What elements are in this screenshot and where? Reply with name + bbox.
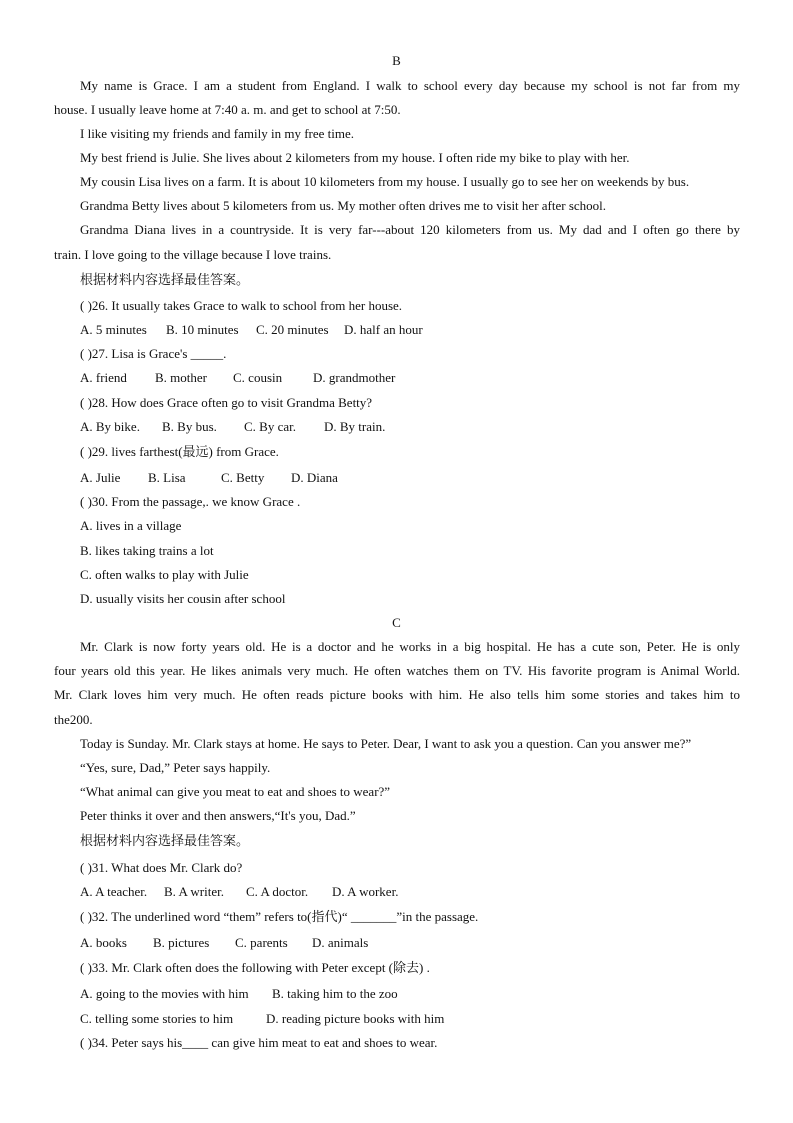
option-28-c[interactable]: C. By car. xyxy=(244,419,296,434)
question-33-stem: ( )33. Mr. Clark often does the following with Peter except (除去) . xyxy=(80,960,430,975)
question-33-options-row1 xyxy=(80,986,398,1002)
question-32-stem: ( )32. The underlined word “them” refers to(指代)“ _______”in the passage. xyxy=(80,909,479,924)
option-32-c[interactable]: C. parents xyxy=(235,935,288,950)
passage-b-p5: Grandma Betty lives about 5 kilometers from us. My mother often drives me to visit her after school. xyxy=(80,198,607,213)
section-heading-c: C xyxy=(392,615,401,630)
question-31-options xyxy=(80,884,398,900)
option-30-a[interactable]: A. lives in a village xyxy=(80,518,182,533)
passage-b-p1-line1: My name is Grace. I am a student from England. I walk to school every day because my school is not far from my xyxy=(80,78,740,93)
question-26-options xyxy=(80,322,423,338)
passage-b-p3: My best friend is Julie. She lives about 2 kilometers from my house. I often ride my bike to play with her. xyxy=(80,150,630,165)
passage-c-p1-line2: four years old this year. He likes animals very much. He often watches them on TV. His favorite program is Animal World. xyxy=(54,663,740,678)
option-30-b[interactable]: B. likes taking trains a lot xyxy=(80,543,214,558)
question-30-stem: ( )30. From the passage,. we know Grace . xyxy=(80,494,301,509)
instruction-b: 根据材料内容选择最佳答案。 xyxy=(80,272,250,287)
option-33-b[interactable]: B. taking him to the zoo xyxy=(272,986,398,1001)
passage-c-p1-line1: Mr. Clark is now forty years old. He is a doctor and he works in a big hospital. He has a cute son, Peter. He is only xyxy=(80,639,740,654)
passage-b-p6-line1: Grandma Diana lives in a countryside. It is very far---about 120 kilometers from us. My dad and I often go there by xyxy=(80,222,740,237)
instruction-c: 根据材料内容选择最佳答案。 xyxy=(80,833,250,848)
option-27-b[interactable]: B. mother xyxy=(155,370,207,385)
option-30-d[interactable]: D. usually visits her cousin after school xyxy=(80,591,286,606)
option-29-d[interactable]: D. Diana xyxy=(291,470,338,485)
option-27-a[interactable]: A. friend xyxy=(80,370,127,385)
option-33-d[interactable]: D. reading picture books with him xyxy=(266,1011,445,1026)
option-32-d[interactable]: D. animals xyxy=(312,935,369,950)
option-27-c[interactable]: C. cousin xyxy=(233,370,283,385)
passage-c-p2: Today is Sunday. Mr. Clark stays at home. He says to Peter. Dear, I want to ask you a question. Can you answer me?” xyxy=(80,736,692,751)
question-27-stem: ( )27. Lisa is Grace's _____. xyxy=(80,346,227,361)
passage-c-p3: “Yes, sure, Dad,” Peter says happily. xyxy=(80,760,271,775)
question-26-stem: ( )26. It usually takes Grace to walk to school from her house. xyxy=(80,298,403,313)
option-31-a[interactable]: A. A teacher. xyxy=(80,884,148,899)
option-28-a[interactable]: A. By bike. xyxy=(80,419,140,434)
option-32-b[interactable]: B. pictures xyxy=(153,935,210,950)
option-29-c[interactable]: C. Betty xyxy=(221,470,265,485)
question-27-options xyxy=(80,370,395,386)
option-29-a[interactable]: A. Julie xyxy=(80,470,121,485)
question-29-options xyxy=(80,470,338,486)
option-28-d[interactable]: D. By train. xyxy=(324,419,386,434)
passage-b-p6-line2: train. I love going to the village because I love trains. xyxy=(54,247,332,262)
option-28-b[interactable]: B. By bus. xyxy=(162,419,217,434)
option-32-a[interactable]: A. books xyxy=(80,935,127,950)
option-33-a[interactable]: A. going to the movies with him xyxy=(80,986,249,1001)
option-33-c[interactable]: C. telling some stories to him xyxy=(80,1011,234,1026)
option-26-c[interactable]: C. 20 minutes xyxy=(256,322,329,337)
option-31-d[interactable]: D. A worker. xyxy=(332,884,399,899)
question-32-options xyxy=(80,935,368,951)
question-28-stem: ( )28. How does Grace often go to visit Grandma Betty? xyxy=(80,395,373,410)
section-heading-b: B xyxy=(392,53,401,68)
passage-c-p1-line4: the200. xyxy=(54,712,93,727)
question-33-options-row2 xyxy=(80,1011,444,1027)
question-31-stem: ( )31. What does Mr. Clark do? xyxy=(80,860,243,875)
option-31-c[interactable]: C. A doctor. xyxy=(246,884,309,899)
option-31-b[interactable]: B. A writer. xyxy=(164,884,224,899)
passage-c-p4: “What animal can give you meat to eat and shoes to wear?” xyxy=(80,784,391,799)
question-28-options xyxy=(80,419,385,435)
passage-c-p5: Peter thinks it over and then answers,“It's you, Dad.” xyxy=(80,808,356,823)
option-29-b[interactable]: B. Lisa xyxy=(148,470,186,485)
option-26-a[interactable]: A. 5 minutes xyxy=(80,322,147,337)
option-27-d[interactable]: D. grandmother xyxy=(313,370,396,385)
passage-b-p2: I like visiting my friends and family in my free time. xyxy=(80,126,355,141)
question-34-stem: ( )34. Peter says his____ can give him meat to eat and shoes to wear. xyxy=(80,1035,438,1050)
option-30-c[interactable]: C. often walks to play with Julie xyxy=(80,567,249,582)
option-26-b[interactable]: B. 10 minutes xyxy=(166,322,239,337)
passage-c-p1-line3: Mr. Clark loves him very much. He often reads picture books with him. He also tells him some stories and takes him to xyxy=(54,687,740,702)
question-29-stem: ( )29. lives farthest(最远) from Grace. xyxy=(80,444,279,459)
passage-b-p4: My cousin Lisa lives on a farm. It is about 10 kilometers from my house. I usually go to see her on weekends by bus. xyxy=(80,174,690,189)
passage-b-p1-line2: house. I usually leave home at 7:40 a. m. and get to school at 7:50. xyxy=(54,102,401,117)
option-26-d[interactable]: D. half an hour xyxy=(344,322,423,337)
